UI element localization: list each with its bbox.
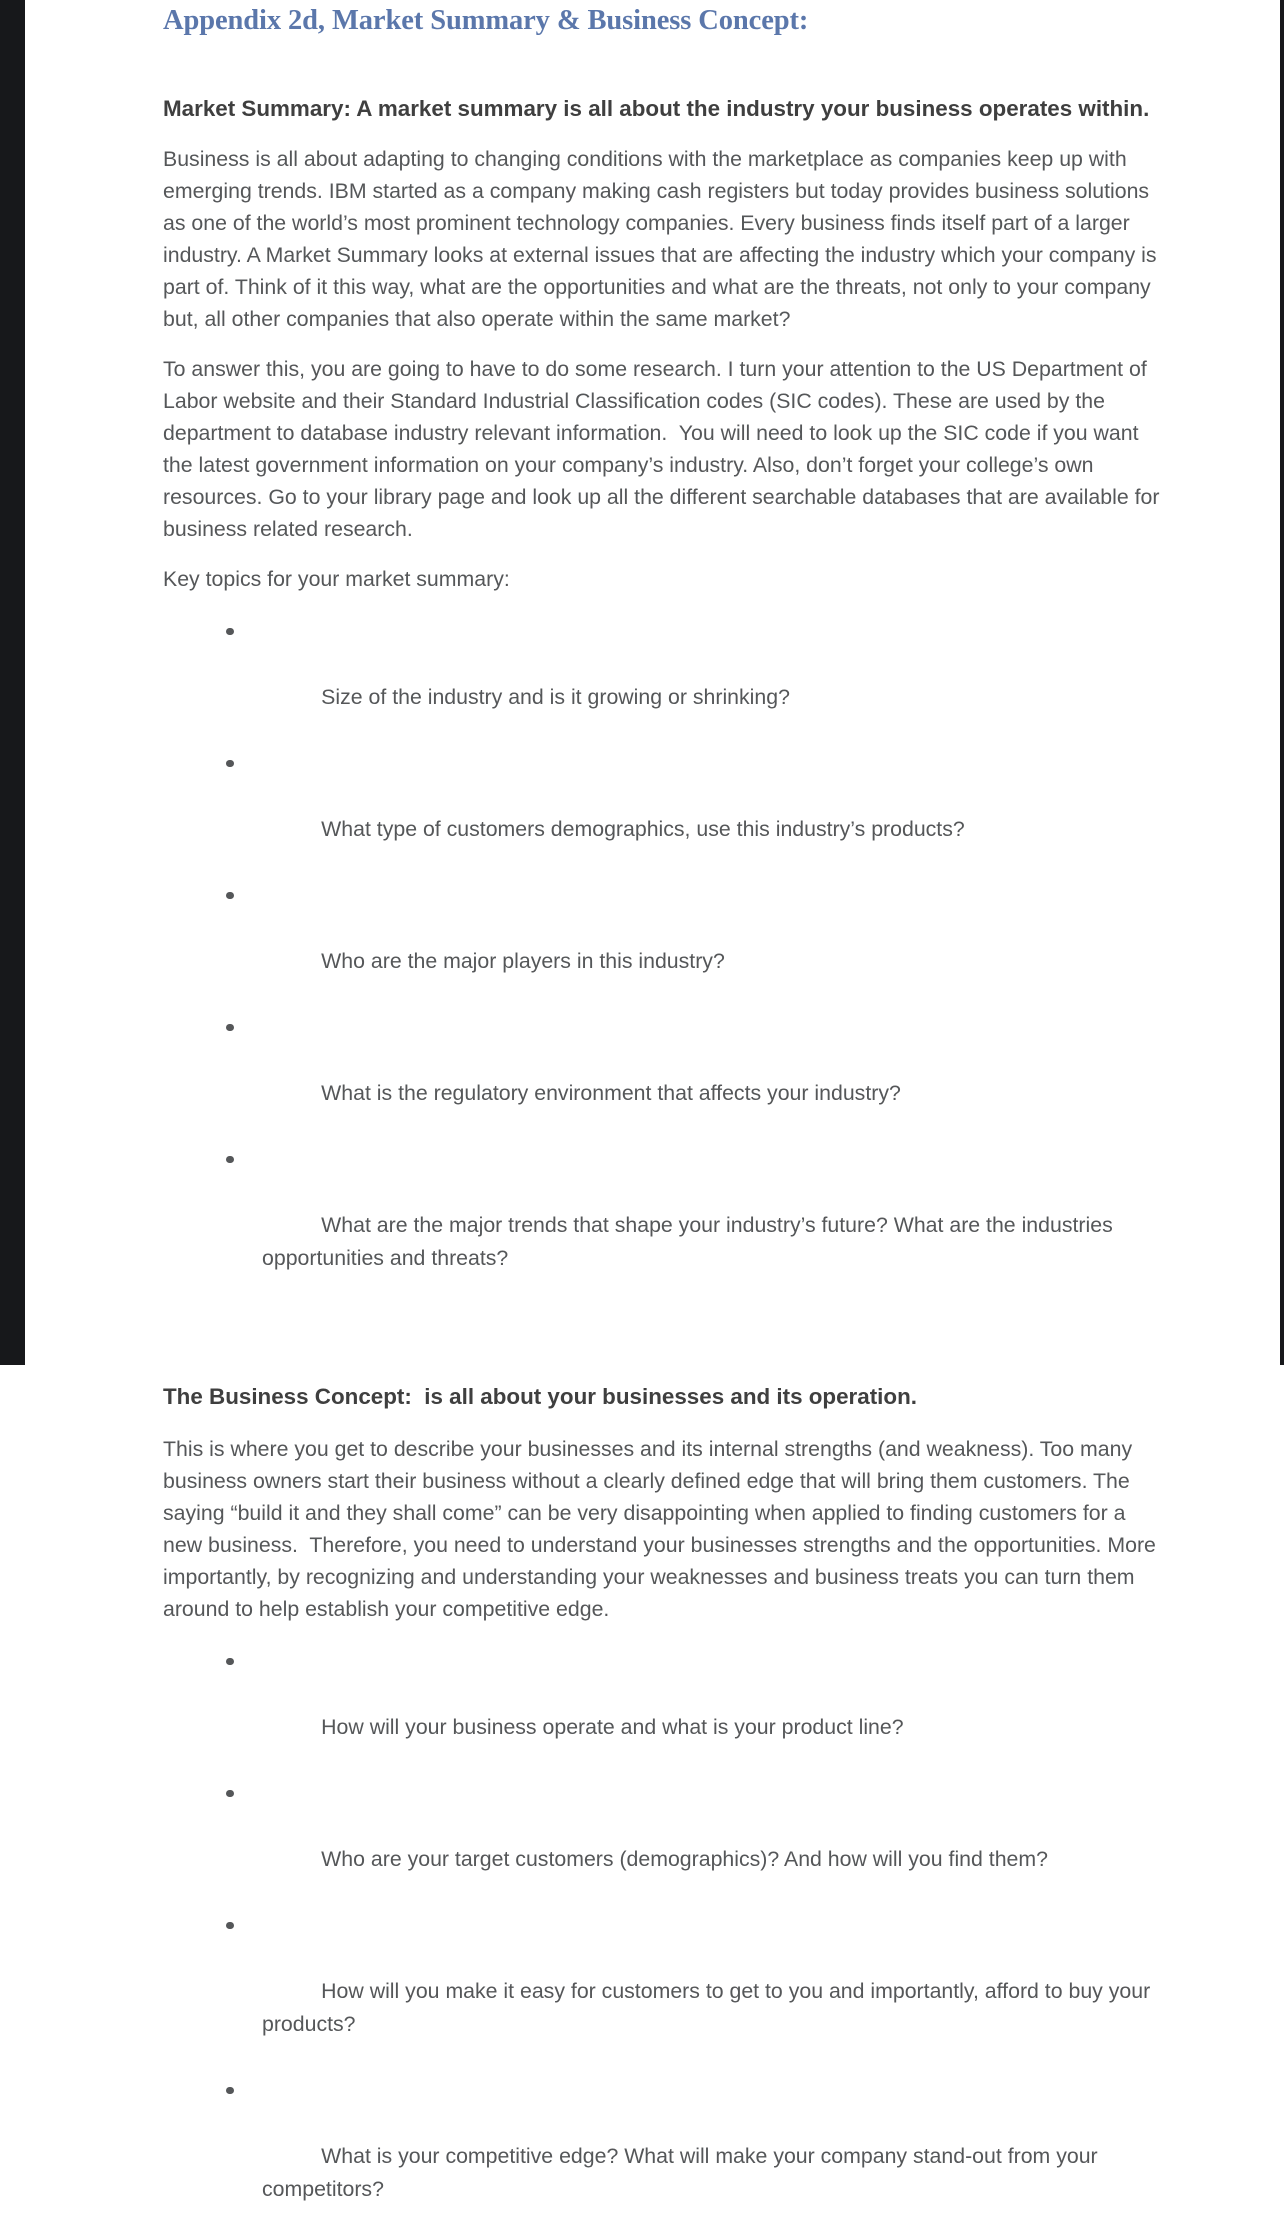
right-edge-border bbox=[1280, 0, 1284, 1365]
bullet-list-business-concept bbox=[163, 1645, 1168, 2239]
section-heading-market-summary: Market Summary: A market summary is all about the industry your business operates within. bbox=[163, 95, 1150, 121]
list-item bbox=[163, 747, 1168, 879]
list-item bbox=[163, 879, 1168, 1011]
bullet-dot-icon bbox=[226, 760, 234, 768]
page-title: Appendix 2d, Market Summary & Business Concept: bbox=[163, 5, 809, 36]
bullet-dot-icon bbox=[226, 628, 234, 636]
spacer bbox=[163, 335, 1168, 353]
spacer bbox=[163, 595, 1168, 615]
list-item-label: What is the regulatory environment that affects your industry? bbox=[321, 1080, 901, 1105]
paragraph-market-summary-1: Business is all about adapting to changing conditions with the marketplace as companies keep up with emerging trends. IBM started as a company making cash registers but today provides business solutions as one of the world’s most prominent technology companies. Every business finds itself part of a larger industry. A Market Summary looks at external issues that are affecting the industry which your company is part of. Think of it this way, what are the opportunities and what are the threats, not only to your company but, all other companies that also operate within the same market? bbox=[163, 146, 1163, 331]
list-item-label: How will your business operate and what is your product line? bbox=[321, 1714, 904, 1739]
bullet-dot-icon bbox=[226, 2087, 234, 2095]
bullet-dot-icon bbox=[226, 1156, 234, 1164]
spacer bbox=[163, 38, 1168, 94]
list-item bbox=[163, 2074, 1168, 2239]
list-item-label: How will you make it easy for customers to get to you and importantly, afford to buy your products? bbox=[262, 1978, 1157, 2036]
list-item-label: What is your competitive edge? What will make your company stand-out from your competitors? bbox=[262, 2143, 1104, 2201]
list-item-label: Who are the major players in this industry? bbox=[321, 948, 725, 973]
list-item bbox=[163, 1645, 1168, 1777]
spacer bbox=[163, 1308, 1168, 1382]
document-content bbox=[25, 0, 1280, 2239]
paragraph-market-summary-2: To answer this, you are going to have to do some research. I turn your attention to the US Department of Labor website and their Standard Industrial Classification codes (SIC codes). These are used by the department to database industry relevant information. You will need to look up the SIC code if you want the latest government information on your company’s industry. Also, don’t forget your college’s own resources. Go to your library page and look up all the different searchable databases that are available for business related research. bbox=[163, 356, 1166, 541]
list-item bbox=[163, 1143, 1168, 1308]
spacer bbox=[163, 545, 1168, 563]
list-item bbox=[163, 1011, 1168, 1143]
spacer bbox=[163, 1625, 1168, 1645]
list-item bbox=[163, 1909, 1168, 2074]
list-item-label: Size of the industry and is it growing or shrinking? bbox=[321, 684, 790, 709]
bullet-list-market-summary bbox=[163, 615, 1168, 1308]
list-item bbox=[163, 1777, 1168, 1909]
left-gutter-band bbox=[0, 0, 25, 1365]
bullet-dot-icon bbox=[226, 1024, 234, 1032]
paragraph-business-concept-1: This is where you get to describe your businesses and its internal strengths (and weakness). Too many business owners start their business without a clearly defined edge that will bring them customers. The saying “build it and they shall come” can be very disappointing when applied to finding customers for a new business. Therefore, you need to understand your businesses strengths and the opportunities. More importantly, by recognizing and understanding your weaknesses and business treats you can turn them around to help establish your competitive edge. bbox=[163, 1436, 1162, 1621]
paragraph-key-topics-lead-in: Key topics for your market summary: bbox=[163, 566, 510, 591]
spacer bbox=[163, 123, 1168, 143]
list-item bbox=[163, 615, 1168, 747]
document-canvas bbox=[25, 0, 1280, 2201]
bullet-dot-icon bbox=[226, 1658, 234, 1666]
list-item-label: Who are your target customers (demographics)? And how will you find them? bbox=[321, 1846, 1048, 1871]
bullet-dot-icon bbox=[226, 1922, 234, 1930]
spacer bbox=[163, 1411, 1168, 1433]
bullet-dot-icon bbox=[226, 892, 234, 900]
bullet-dot-icon bbox=[226, 1790, 234, 1798]
list-item-label: What type of customers demographics, use this industry’s products? bbox=[321, 816, 965, 841]
list-item-label: What are the major trends that shape your industry’s future? What are the industries opportunities and threats? bbox=[262, 1212, 1119, 1270]
section-heading-business-concept: The Business Concept: is all about your businesses and its operation. bbox=[163, 1383, 917, 1409]
